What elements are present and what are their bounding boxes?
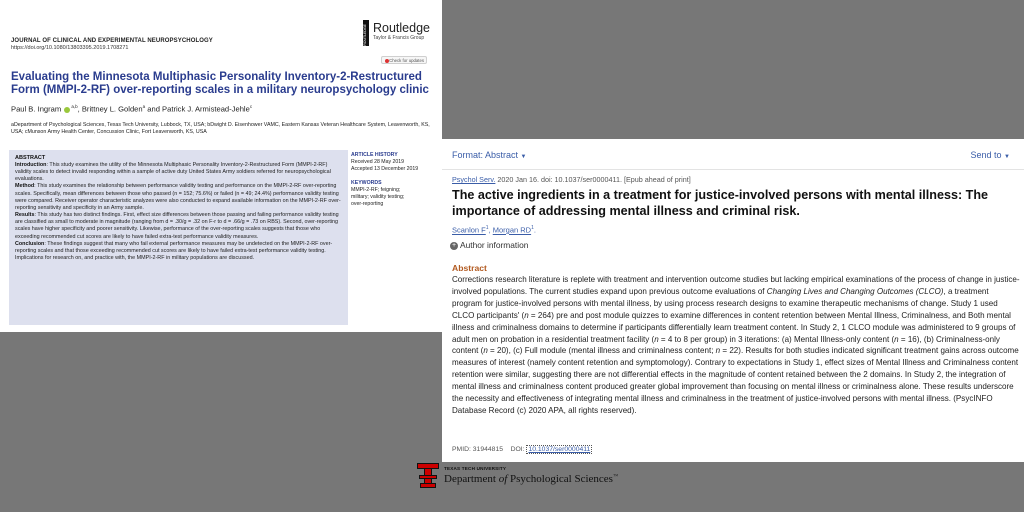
- keywords-line: MMPI-2-RF; feigning;: [351, 187, 401, 193]
- publisher-name: Routledge: [373, 21, 430, 35]
- author-information-toggle[interactable]: + Author information: [451, 240, 529, 250]
- pmid: PMID: 31944815: [452, 446, 504, 453]
- article-identifiers: [452, 446, 592, 453]
- abstract-heading: ABSTRACT: [15, 155, 46, 161]
- chevron-down-icon: ▼: [1004, 154, 1010, 160]
- pubmed-article-title: The active ingredients in a treatment for justice-involved persons with mental illness: The importance of addressing mental illness and criminal risk.: [452, 188, 989, 218]
- university-name: TEXAS TECH UNIVERSITY: [444, 466, 507, 471]
- pubmed-toolbar: [442, 139, 1024, 170]
- accepted-date: Accepted 13 December 2019: [351, 166, 419, 172]
- keywords-line: military; validity testing;: [351, 194, 405, 200]
- journal-link[interactable]: Psychol Serv.: [452, 175, 496, 184]
- pubmed-abstract-text: Corrections research literature is replete with treatment and intervention outcome studies but lacking empirical examinations of the process of change in justice-involved populations. The current studies expand upon previous outcome evaluations of Changing Lives and Changing Outcomes (CLCO), a treatment program for justice-involved persons with mental illness, by using process research designs to examine therapeutic mechanisms of change. Study 1 used CLCO participants' (n = 264) pre and post module quizzes to examine differences in content retention between Mental Illness, Criminalness, and Both mental illness and criminalness domains to determine if participants differentially learn treatment content. In Study 2, 1 CLCO module was administered to 9 groups of adult men on probation in a residential treatment facility (n = 4 to 8 per group) in 3 iterations: (a) Mental Illness-only content (n = 16), (b) Criminalness-only content (n = 20), (c) Full module (mental illness and criminalness content; n = 22). Results for both studies indicated significant treatment gains across outcome measures of interest (namely content retention and symptomology). Contrary to expectations in Study 1, effect sizes of Mental Illness and Criminalness content retention were similar, suggesting there are not differential effects in the magnitude of content retained between the 2 domains. In Study 2, the integration of mental illness and criminalness content produced greater global improvement than focusing on mental illness or criminalness alone. These results underscore the necessity and effectiveness of integrating mental illness and criminalness in the treatment of justice-involved persons with mental illness. (PsycINFO Database Record (c) 2020 APA, all rights reserved).: [452, 275, 1020, 415]
- texas-tech-logo: [417, 463, 617, 493]
- check-updates-icon: [385, 59, 389, 63]
- publisher-subtitle: Taylor & Francis Group: [373, 35, 425, 41]
- history-heading: ARTICLE HISTORY: [351, 152, 398, 158]
- article-title: Evaluating the Minnesota Multiphasic Personality Inventory-2-Restructured Form (MMPI-2-RF) over-reporting scales in a military neuropsychology clinic: [11, 71, 429, 96]
- received-date: Received 28 May 2019: [351, 159, 405, 165]
- abstract-box: [9, 150, 348, 325]
- abstract-introduction: Introduction: This study examines the utility of the Minnesota Multiphasic Personality Inventory-2-Restructured Form (MMPI-2-RF) validity scales to detect invalid responding within a sample of active duty United States Army soldiers referred for neuropsychological evaluations.: [15, 162, 331, 183]
- citation-line: Psychol Serv. 2020 Jan 16. doi: 10.1037/ser0000411. [Epub ahead of print]: [452, 175, 691, 184]
- publisher-stripe: ROUTLEDGE: [363, 20, 369, 46]
- pubmed-authors: Scanlon $F^1$, Morgan $RD^1$.: [452, 225, 536, 235]
- article-sidebar: [351, 152, 437, 208]
- doi-link[interactable]: 10.1037/ser0000411: [528, 446, 591, 453]
- abstract-conclusion: Conclusion: These findings suggest that many who fail external performance measures may be undetected on the MMPI-2-RF over-reporting scales and that those exceeding recommended cut scores are likely to have failed extra-test performance validity testing. Implications for research on, and practice with, the MMPI-2-RF in military populations are discussed.: [15, 240, 333, 262]
- department-name: Department of Psychological Sciences™: [444, 473, 618, 485]
- plus-icon: +: [451, 241, 457, 249]
- format-dropdown[interactable]: Format: Abstract ▼: [452, 150, 527, 160]
- double-t-icon: [417, 463, 439, 489]
- author-affiliations: aDepartment of Psychological Sciences, Texas Tech University, Lubbock, TX, USA; bDwight D. Eisenhower VAMC, Eastern Kansas Veteran Healthcare System, Leavenworth, KS, USA; cMunson Army Health Center, Concussion Clinic, Fort Leavenworth, KS, USA: [11, 122, 430, 136]
- author-link[interactable]: Scanlon F: [452, 225, 486, 235]
- pubmed-abstract-page: [442, 139, 1024, 462]
- article-authors: Paul B. Ingram $^{a,b}$, Brittney L. Golden$^a$ and Patrick J. Armistead-Jehle$^c$: [11, 104, 253, 114]
- keywords-line: over-reporting: [351, 201, 384, 207]
- journal-title: JOURNAL OF CLINICAL AND EXPERIMENTAL NEUROPSYCHOLOGY: [11, 38, 213, 44]
- check-for-updates-button[interactable]: Check for updates: [381, 56, 427, 64]
- orcid-icon[interactable]: [64, 107, 70, 113]
- doi-label: DOI:: [510, 446, 525, 453]
- abstract-method: Method: This study examines the relationship between performance validity testing and performance on the MMPI-2-RF over-reporting scales. Specifically, mean differences between those who passed (n = 152; 75.6%) or failed (n = 49; 24.4%) performance validity testing were compared. Receiver operator characteristic analyzes were also conducted to expand available information on the MMPI-2-RF over-reporting sensitivity and specificity in an Army sample.: [15, 183, 341, 211]
- keywords-heading: KEYWORDS: [351, 180, 382, 186]
- article-doi[interactable]: https://doi.org/10.1080/13803395.2019.1708271: [11, 45, 129, 51]
- abstract-results: Results: This study has two distinct findings. First, effect size differences between those passing and failing performance validity testing are classified as small to moderate in magnitude (ranging from d = .30/g = .32 on F-r to d = .66/g = .73 on RBS). Second, over-reporting scales have higher specificity and poorer sensitivity. Likewise, performance of the over-reporting scales suggests that those who exceeding recommended cut scores are likely to have failed extra-test performance validity measures.: [15, 212, 339, 240]
- send-to-dropdown[interactable]: Send to ▼: [970, 150, 1010, 160]
- publisher-logo: [363, 20, 435, 48]
- pubmed-abstract-heading: Abstract: [452, 263, 487, 273]
- journal-article-page: [0, 0, 442, 332]
- chevron-down-icon: ▼: [520, 154, 527, 160]
- author-link[interactable]: Morgan RD: [492, 225, 532, 235]
